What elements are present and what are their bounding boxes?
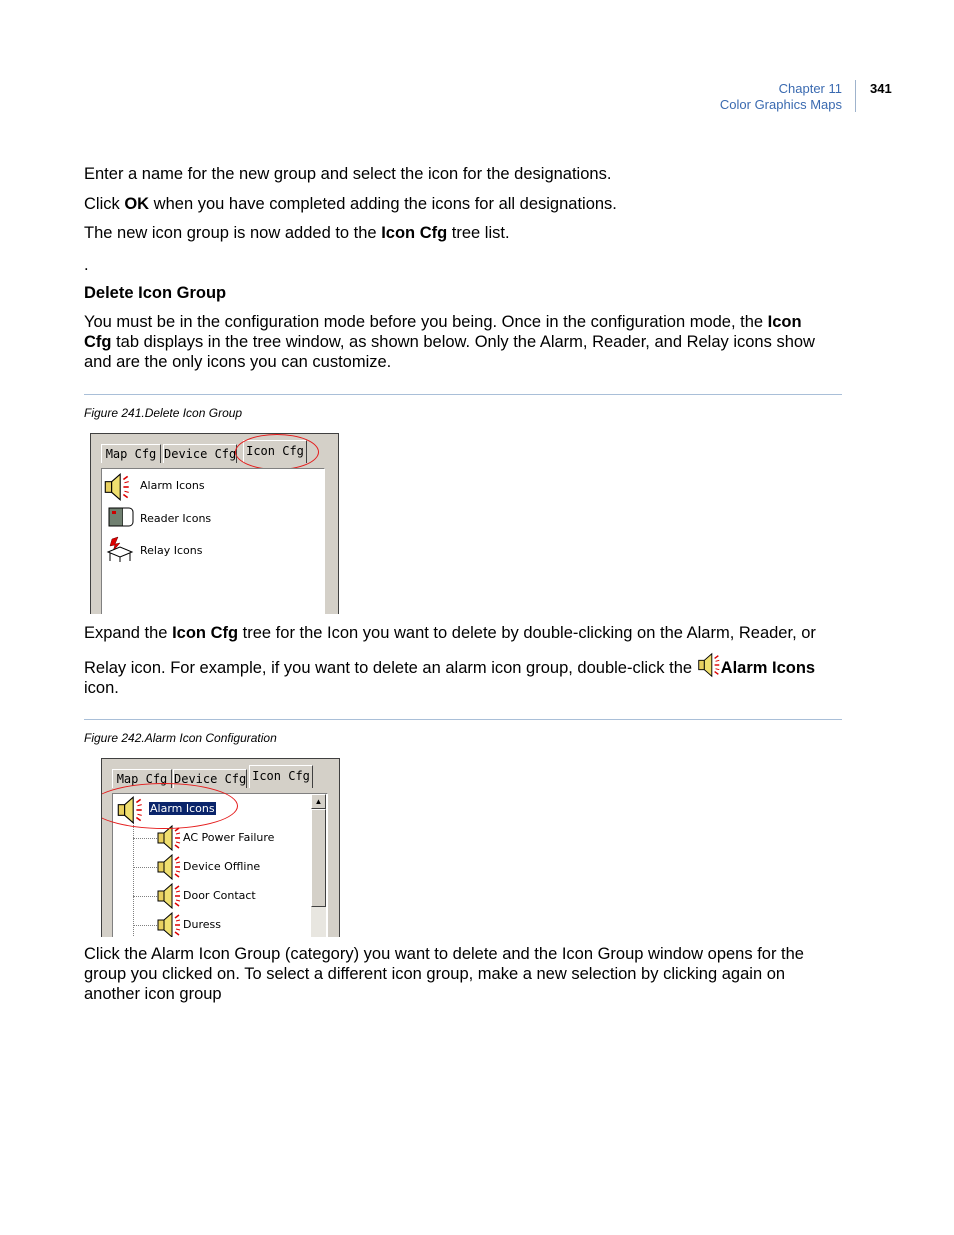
paragraph-enter-name: Enter a name for the new group and select the icon for the designations. [84, 165, 612, 183]
speaker-icon[interactable] [104, 471, 130, 503]
stray-dot: . [84, 256, 89, 274]
highlight-oval [235, 434, 319, 470]
reader-icon[interactable] [108, 505, 134, 529]
paragraph-config-mode: You must be in the configuration mode before you being. Once in the configuration mode, the Icon Cfg tab displays in the tree window, as shown below. Only the Alarm, Reader, and Relay icons show and are the only icons you can customize. [84, 313, 815, 371]
figure-241-screenshot [90, 433, 339, 614]
tab-device-cfg[interactable]: Device Cfg [173, 769, 247, 788]
tab-icon-cfg[interactable]: Icon Cfg [243, 440, 307, 463]
vertical-scrollbar[interactable] [311, 794, 326, 937]
page-number: 341 [870, 81, 892, 96]
tree-item-duress[interactable]: Duress [183, 918, 221, 931]
figure-242-screenshot [101, 758, 340, 937]
tree-item-ac-power-failure[interactable]: AC Power Failure [183, 831, 275, 844]
tree-item-relay-icons[interactable]: Relay Icons [140, 544, 203, 557]
tab-map-cfg[interactable]: Map Cfg [112, 769, 172, 788]
paragraph-group-added: The new icon group is now added to the Icon Cfg tree list. [84, 224, 510, 242]
tree-item-reader-icons[interactable]: Reader Icons [140, 512, 212, 525]
tree-root-alarm-icons[interactable]: Alarm Icons [150, 802, 215, 815]
scroll-thumb[interactable] [311, 809, 326, 907]
figure-242-rule [84, 719, 842, 720]
tab-device-cfg[interactable]: Device Cfg [163, 444, 237, 463]
paragraph-expand-tree: Expand the Icon Cfg tree for the Icon you want to delete by double-clicking on the Alarm, Reader, or [84, 624, 816, 642]
tab-icon-cfg[interactable]: Icon Cfg [249, 765, 313, 788]
figure-241-caption: Figure 241.Delete Icon Group [84, 406, 243, 420]
tree-item-door-contact[interactable]: Door Contact [183, 889, 256, 902]
relay-icon[interactable] [106, 535, 134, 563]
speaker-icon[interactable] [157, 910, 181, 937]
chapter-label: Chapter 11 [778, 81, 842, 96]
section-label: Color Graphics Maps [719, 97, 842, 112]
tree-item-alarm-icons[interactable]: Alarm Icons [140, 479, 205, 492]
icon-cfg-term: Icon Cfg [381, 224, 448, 242]
tab-map-cfg[interactable]: Map Cfg [101, 444, 161, 463]
speaker-icon [697, 651, 721, 679]
figure-242-caption: Figure 242.Alarm Icon Configuration [84, 731, 277, 745]
figure-241-rule [84, 394, 842, 395]
header-divider [855, 80, 856, 112]
scroll-up-button[interactable]: ▲ [311, 794, 326, 809]
speaker-icon[interactable] [157, 852, 181, 882]
paragraph-relay-example: Relay icon. For example, if you want to delete an alarm icon group, double-click the Alarm Icons [84, 658, 815, 679]
speaker-icon[interactable] [157, 881, 181, 911]
paragraph-click-ok: Click OK when you have completed adding the icons for all designations. [84, 195, 617, 213]
paragraph-click-group: Click the Alarm Icon Group (category) you want to delete and the Icon Group window opens for the group you clicked on. To select a different icon group, make a new selection by clicking again on another icon group [84, 945, 804, 1003]
paragraph-icon-word: icon. [84, 679, 119, 697]
section-heading: Delete Icon Group [84, 284, 227, 302]
tree-item-device-offline[interactable]: Device Offline [183, 860, 261, 873]
tree-pane[interactable] [101, 468, 325, 614]
ok-term: OK [124, 195, 150, 213]
tree-connector [133, 822, 134, 937]
